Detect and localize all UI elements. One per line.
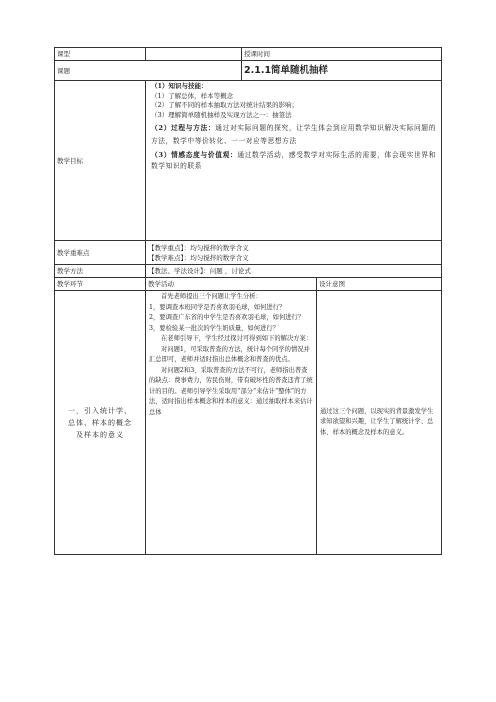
row-type	[55, 48, 442, 61]
row-step1	[55, 291, 442, 555]
activity-line: 在老师引导下，学生经过探讨可得到如下的解决方案：	[161, 335, 313, 342]
activity-line: 3，要检验某一批次的学生奶质量，如何进行？	[149, 324, 279, 332]
knowledge-item: （3）理解简单随机抽样及实现方法之一：抽签法	[151, 110, 292, 119]
topic-title: 2.1.1简单随机抽样	[242, 61, 442, 81]
keypoints-content	[146, 241, 442, 265]
lesson-plan-table	[54, 47, 442, 555]
emotion-title: （3）情感态度与价值观：	[151, 151, 238, 159]
process-goal	[151, 122, 436, 148]
activity-line: 对问题1，可采取普查的方法，统计每个同学的情况并汇总即可，老师并适时指出总体概念和普查的优点。	[149, 345, 310, 363]
row-methods	[55, 265, 442, 278]
goals-label: 教学目标	[55, 81, 146, 241]
row-topic	[55, 61, 442, 81]
link-header: 教学环节	[55, 278, 146, 291]
emotion-text: 通过数学活动，感受数学对实际生活的需要，体会现实世界和数学知识的联系	[151, 151, 436, 170]
activity-line: 2，要调查广东省的中学生是否喜欢羽毛球，如何进行？	[149, 314, 305, 321]
design-header: 设计意图	[317, 278, 442, 291]
activity-line: 1，要调查本班同学是否喜欢羽毛球，如何进行？	[149, 303, 286, 311]
type-value	[146, 48, 242, 61]
row-keypoints	[55, 241, 442, 265]
time-label: 授课时间	[242, 48, 442, 61]
activity-line: 首先老师提出三个问题让学生分析：	[161, 293, 262, 300]
difficult-point: 【教学难点】：均匀搅拌的数学含义	[148, 253, 249, 262]
step1-link: 一，引入统计学、总体、样本的概念及样本的意义	[55, 291, 146, 555]
process-text: 通过对实际问题的探究，让学生体会到应用数学知识解决实际问题的方法，数学中等价转化、一一对应等思想方法	[151, 124, 436, 145]
keypoints-label: 教学重难点	[55, 241, 146, 265]
knowledge-title: （1）知识与技能：	[151, 82, 208, 90]
step1-design: 通过这三个问题，以现实的背景激发学生求知欲望和兴趣，让学生了解统计学、总体、样本的概念及样本的意义。	[317, 291, 442, 555]
key-point: 【教学重点】：均匀搅拌的数学含义	[148, 243, 249, 252]
methods-text: 【教法、学法设计】：问题 ，讨论式	[146, 265, 442, 278]
methods-label: 教学方法	[55, 265, 146, 278]
topic-label: 课题	[55, 61, 242, 81]
process-title: （2）过程与方法：	[151, 124, 216, 132]
emotion-goal	[151, 150, 436, 172]
step1-activity	[146, 291, 317, 555]
row-goals	[55, 81, 442, 241]
goals-content	[146, 81, 442, 241]
knowledge-item: （1）了解总体，样本等概念	[151, 91, 234, 100]
activity-header: 教学活动	[146, 278, 317, 291]
knowledge-item: （2）了解不同的样本抽取方法对统计结果的影响；	[151, 101, 299, 109]
activity-line: 对问题2和3，采取普查的方法不可行，老师指出普查的缺点：费事费力，劳民伤财，带有破坏性的普查违背了统计的目的。老师引导学生采取用“部分”来估计“整体”的方法，适时指出样本概念和样本的意义：通过抽取样本来估计总体	[149, 366, 313, 416]
type-label: 课型	[55, 48, 146, 61]
row-process-header	[55, 278, 442, 291]
